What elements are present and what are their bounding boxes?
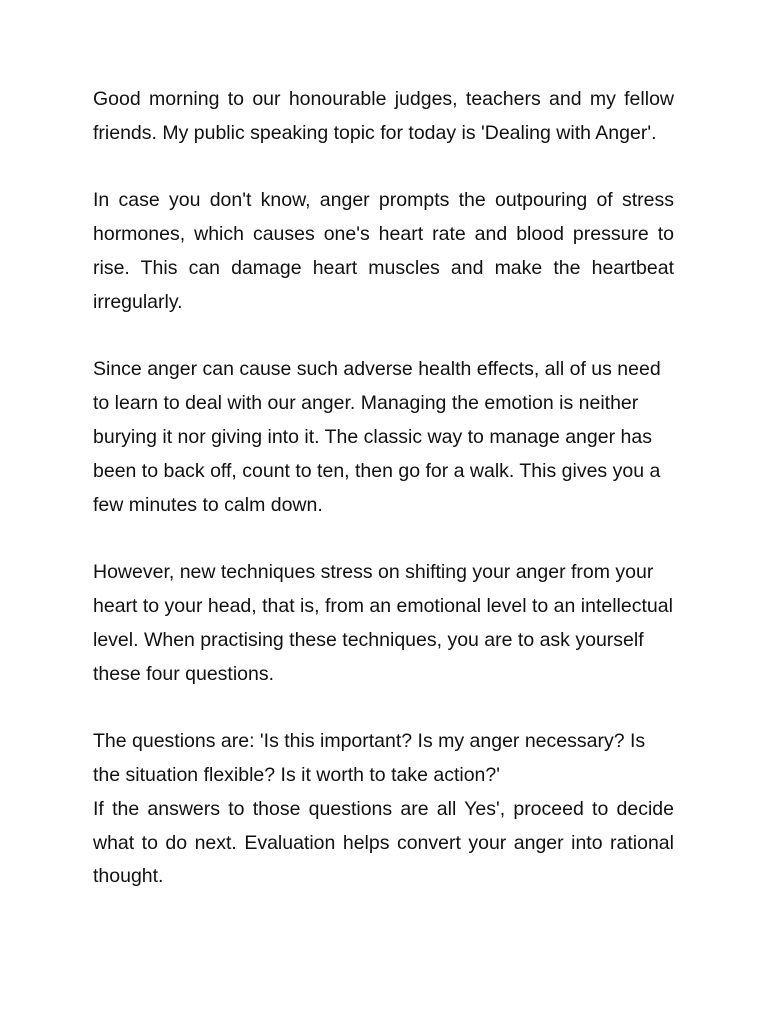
document-body: [93, 83, 674, 894]
paragraph-managing-anger: Since anger can cause such adverse health effects, all of us need to learn to deal with our anger. Managing the emotion is neither burying it nor giving into it. The classic way to manage anger has been to back off, count to ten, then go for a walk. This gives you a few minutes to calm down.: [93, 358, 661, 516]
paragraph-anger-effects: In case you don't know, anger prompts the outpouring of stress hormones, which causes one's heart rate and blood pressure to rise. This can damage heart muscles and make the heartbeat irregularly.: [93, 189, 674, 313]
paragraph-conclusion: If the answers to those questions are all Yes', proceed to decide what to do next. Evaluation helps convert your anger into rational thought.: [93, 797, 674, 888]
paragraph-four-questions: The questions are: 'Is this important? Is my anger necessary? Is the situation flexible? Is it worth to take action?': [93, 730, 646, 786]
paragraph-new-techniques: However, new techniques stress on shifting your anger from your heart to your head, that is, from an emotional level to an intellectual level. When practising these techniques, you are to ask yourself these four questions.: [93, 561, 673, 685]
paragraph-greeting: Good morning to our honourable judges, teachers and my fellow friends. My public speaking topic for today is 'Dealing with Anger'.: [93, 88, 674, 144]
